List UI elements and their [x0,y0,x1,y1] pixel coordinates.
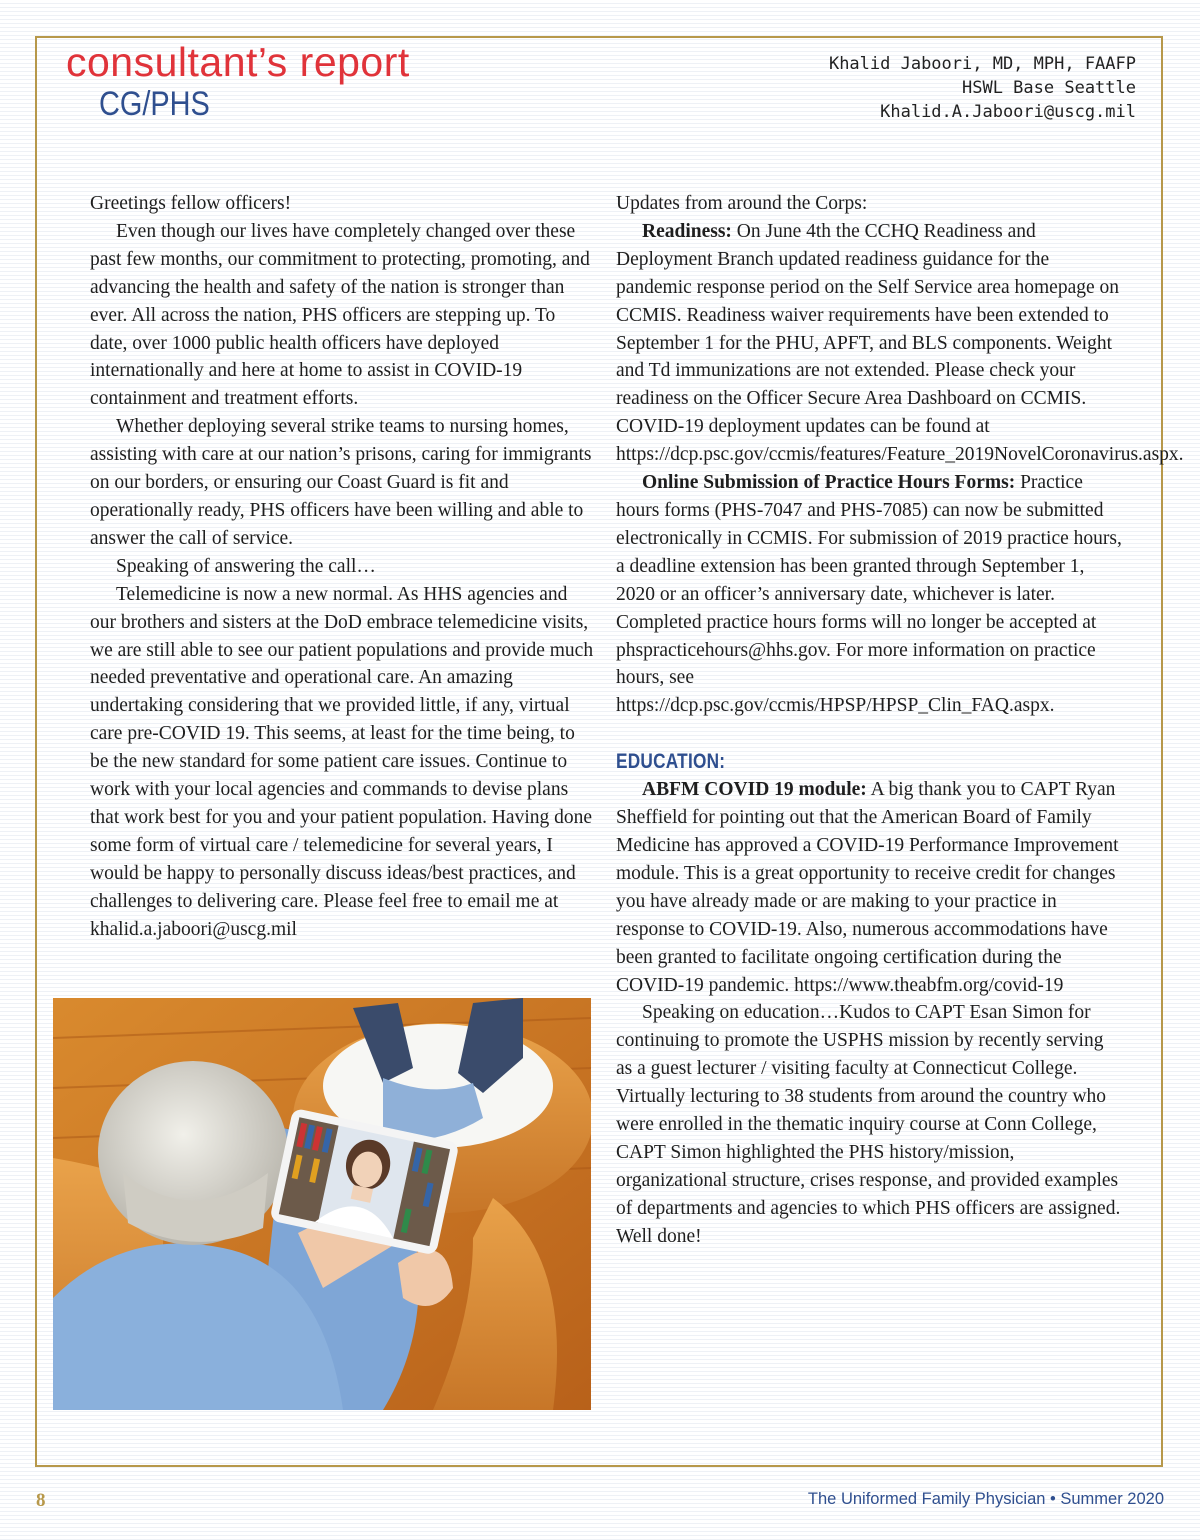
page-title: consultant’s report [66,39,410,85]
author-name: Khalid Jaboori, MD, MPH, FAAFP [828,54,1136,74]
updates-intro: Updates from around the Corps: [616,193,868,214]
paragraph-kudos: Speaking on education…Kudos to CAPT Esan Simon for continuing to promote the USPHS mission by recently serving as a guest lecturer / visiting faculty at Connecticut College. Virtually lecturing to 38 students from around the country who were enrolled in the thematic inquiry course at Conn College, CAPT Simon highlighted the PHS history/mission, organizational structure, crises response, and provided examples of departments and agencies to which PHS officers are assigned. Well done! [616,1002,1121,1247]
paragraph-practice-hours [616,469,1124,720]
telemedicine-photo [53,998,591,1410]
greeting: Greetings fellow officers! [90,193,292,214]
publication-footer: The Uniformed Family Physician • Summer 2020 [807,1490,1164,1508]
paragraph-lives-changed: Even though our lives have completely changed over these past few months, our commitment to protecting, promoting, and advancing the health and safety of the nation is stronger than ever. All across the nation, PHS officers are stepping up. To date, over 1000 public health officers have deployed internationally and here at home to assist in COVID-19 containment and treatment efforts. [90,220,590,410]
page-subtitle: CG/PHS [99,85,210,123]
readiness-text: On June 4th the CCHQ Readiness and Deployment Branch updated readiness guidance for the pandemic response period on the Self Service area homepage on CCMIS. Readiness waiver requirements have been extended to September 1 for the PHU, APFT, and BLS components. Weight and Td immunizations are not extended. Please check your readiness on the Officer Secure Area Dashboard on CCMIS. COVID-19 deployment updates can be found at https://dcp.psc.gov/ccmis/features/Feature_2019NovelCoronavirus.aspx. [616,220,1184,466]
left-column [90,190,595,943]
abfm-text: A big thank you to CAPT Ryan Sheffield for pointing out that the American Board of Family Medicine has approved a COVID-19 Performance Improvement module. This is a great opportunity to receive credit for changes you have already made or are making to your practice in response to COVID-19. Also, numerous accommodations have been granted to facilitate ongoing certification during the COVID-19 pandemic. https://www.theabfm.org/covid-19 [616,779,1119,996]
page-number: 8 [36,1490,46,1511]
paragraph-readiness [616,218,1184,469]
right-column [616,190,1184,1251]
paragraph-answering-call: Speaking of answering the call… [116,555,376,577]
online-submission-label: Online Submission of Practice Hours Forms: [642,472,1016,494]
readiness-label: Readiness: [642,220,732,242]
paragraph-telemedicine: Telemedicine is now a new normal. As HHS agencies and our brothers and sisters at the DoD embrace telemedicine visits, we are still able to see our patient populations and provide much needed preventative and operational care. An amazing undertaking considering that we provided little, if any, virtual care pre-COVID 19. This seems, at least for the time being, to be the new standard for some patient care issues. Continue to work with your local agencies and commands to devise plans that work best for you and your patient population. Having done some form of virtual care / telemedicine for several years, I would be happy to personally discuss ideas/best practices, and challenges to delivering care. Please feel free to email me at khalid.a.jaboori@uscg.mil [90,583,594,940]
education-heading: EDUCATION: [616,750,726,774]
paragraph-abfm [616,776,1124,999]
author-block [829,52,1136,124]
author-location: HSWL Base Seattle [962,78,1136,98]
paragraph-strike-teams: Whether deploying several strike teams to nursing homes, assisting with care at our nation’s prisons, caring for immigrants on our borders, or ensuring our Coast Guard is fit and operationally ready, PHS officers have been willing and able to answer the call of service. [90,416,592,549]
online-submission-text: Practice hours forms (PHS-7047 and PHS-7085) can now be submitted electronically in CCMIS. For submission of 2019 practice hours, a deadline extension has been granted through September 1, 2020 or an officer’s anniversary date, whichever is later. Completed practice hours forms will no longer be accepted at phspracticehours@hhs.gov. For more information on practice hours, see https://dcp.psc.gov/ccmis/HPSP/HPSP_Clin_FAQ.aspx. [616,472,1122,717]
author-email: Khalid.A.Jaboori@uscg.mil [880,102,1136,122]
abfm-label: ABFM COVID 19 module: [642,779,867,801]
